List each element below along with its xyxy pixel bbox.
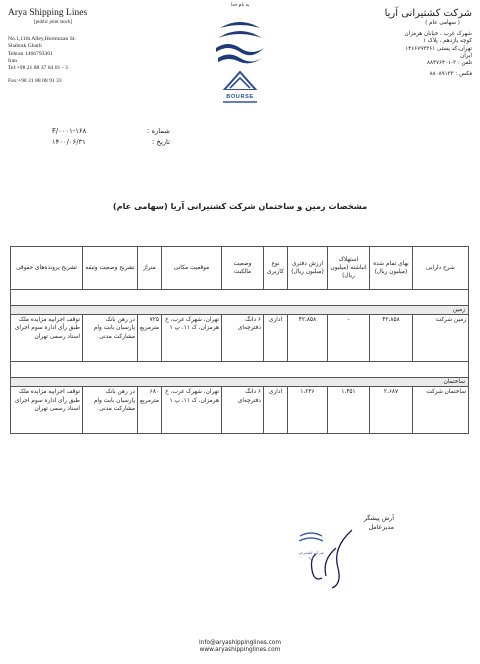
company-type-english: [public joint stock] (34, 20, 73, 25)
spacer-row (11, 290, 469, 306)
document-title: مشخصات زمین و ساختمان شرکت کشتیرانی آریا (سهامی عام) (112, 201, 368, 211)
table-cell: ۶ دانگ دفترچه‌ای (222, 387, 264, 434)
spacer-cell (11, 362, 469, 378)
table-cell: توقف اجراییه مزایده ملک طبق رأی اداره سوم اجرای اسناد رسمی تهران (11, 315, 83, 362)
company-english-header (8, 8, 158, 85)
table-cell: ۱،۴۵۱ (328, 387, 370, 434)
address-line: Iran (8, 57, 18, 64)
date-label: تاریخ : (152, 138, 170, 146)
company-logo-icon (212, 18, 268, 66)
table-cell: تهران، شهرک غرب، خ هرمزان، ک ۱۱، پ ۱ (162, 387, 222, 434)
table-cell: اداری (264, 315, 288, 362)
company-name-english: Arya Shipping Lines (8, 8, 88, 18)
footer-website[interactable]: www.aryashippinglines.com (199, 647, 281, 654)
company-type-persian: ( سهامی عام ) (425, 20, 460, 26)
column-header: موقعیت مکانی (162, 247, 222, 290)
column-header: بهای تمام شده (میلیون ریال) (370, 247, 413, 290)
table-cell: - (328, 315, 370, 362)
column-header: تشریح پرونده‌های حقوقی (11, 247, 83, 290)
table-cell: اداری (264, 387, 288, 434)
column-header: شرح دارایی (413, 247, 469, 290)
phone-line-fa: تلفن : ۳-۸۸۳۷۶۴۰۱ (426, 60, 472, 67)
section-row-building (11, 378, 469, 387)
bourse-emblem-icon (218, 70, 262, 90)
section-label: ساختمان (11, 378, 469, 387)
footer-contact (140, 640, 340, 655)
table-cell: ۷۲۵ مترمربع (138, 315, 162, 362)
table-cell: زمین شرکت (413, 315, 469, 362)
number-label: شماره : (147, 127, 170, 135)
footer-email[interactable]: Info@aryashippinglines.com (198, 640, 282, 646)
table-cell: ۶۸۰ مترمربع (138, 387, 162, 434)
table-row (11, 387, 469, 434)
section-label: زمین (11, 306, 469, 315)
table-row (11, 315, 469, 362)
letter-number: F/۰۰۰۱-۱۶۸ (52, 127, 87, 135)
company-name-persian: شرکت کشتیرانی آریا (384, 8, 472, 19)
bourse-logo-text: BOURSE (226, 94, 254, 100)
address-line-fa: تهران،کد پستی ۱۴۶۶۷۹۳۳۶۱ (405, 45, 472, 52)
meta-values (52, 126, 114, 148)
bourse-logo-subtext (223, 101, 257, 103)
signer-title: مدیرعامل (368, 524, 394, 531)
table-cell: در رهن بانک پارسیان بابت وام مشارکت مدنی (83, 315, 138, 362)
address-line: No.1,11th Alley,Hormozan St. (8, 36, 76, 43)
fax-line: Fax:+98 21 88 08 91 33 (8, 78, 62, 85)
address-line-fa: کوچه یازدهم ، پلاک ۱ (423, 38, 472, 45)
table-cell: ۶ دانگ دفترچه‌ای (222, 315, 264, 362)
phone-line: Tel:+98 21 88 37 64 01 - 3 (8, 65, 68, 72)
column-header: استهلاک انباشته (میلیون ریال) (328, 247, 370, 290)
table-cell: توقف اجراییه مزایده ملک طبق رأی اداره سوم اجرای اسناد رسمی تهران (11, 387, 83, 434)
table-header-row (11, 247, 469, 290)
fax-line-fa: فکس : ۸۸۰۸۹۱۳۳ (429, 71, 472, 78)
basmala: به نام خدا (230, 3, 250, 8)
column-header: متراژ (138, 247, 162, 290)
table-cell: ساختمان شرکت (413, 387, 469, 434)
table-cell: ۱،۲۳۶ (288, 387, 328, 434)
signer-name: آرش پیشگر (363, 515, 394, 522)
assets-table (10, 246, 469, 434)
spacer-cell (11, 290, 469, 306)
letter-date: ۱۴۰۰/۰۶/۳۱ (52, 138, 86, 146)
address-line-fa: ایران (460, 52, 472, 59)
column-header: تشریح وضعیت وثیقه (83, 247, 138, 290)
column-header: ارزش دفتری (میلیون ریال) (288, 247, 328, 290)
section-row-land (11, 306, 469, 315)
table-cell: تهران، شهرک غرب، خ هرمزان، ک ۱۱، پ ۱ (162, 315, 222, 362)
address-line-fa: شهرک غرب ، خیابان هرمزان (404, 31, 472, 38)
stamp-logo-icon (296, 531, 326, 547)
column-header: وضعیت مالکیت (222, 247, 264, 290)
table-cell: ۴۲،۸۵۸ (370, 315, 413, 362)
company-stamp (296, 531, 326, 561)
company-persian-header (322, 8, 472, 78)
table-cell: در رهن بانک پارسیان بابت وام مشارکت مدنی (83, 387, 138, 434)
column-header: نوع کاربری (264, 247, 288, 290)
stamp-text: شرکت کشتیرانی آریا (298, 551, 324, 560)
address-line: Shahrak Gharb (8, 43, 42, 50)
spacer-row (11, 362, 469, 378)
address-line: Tehran 1466793361 (8, 50, 53, 57)
bourse-logo (218, 70, 262, 100)
table-cell: ۲،۶۸۷ (370, 387, 413, 434)
meta-labels (115, 126, 170, 148)
table-cell: ۴۲،۸۵۸ (288, 315, 328, 362)
